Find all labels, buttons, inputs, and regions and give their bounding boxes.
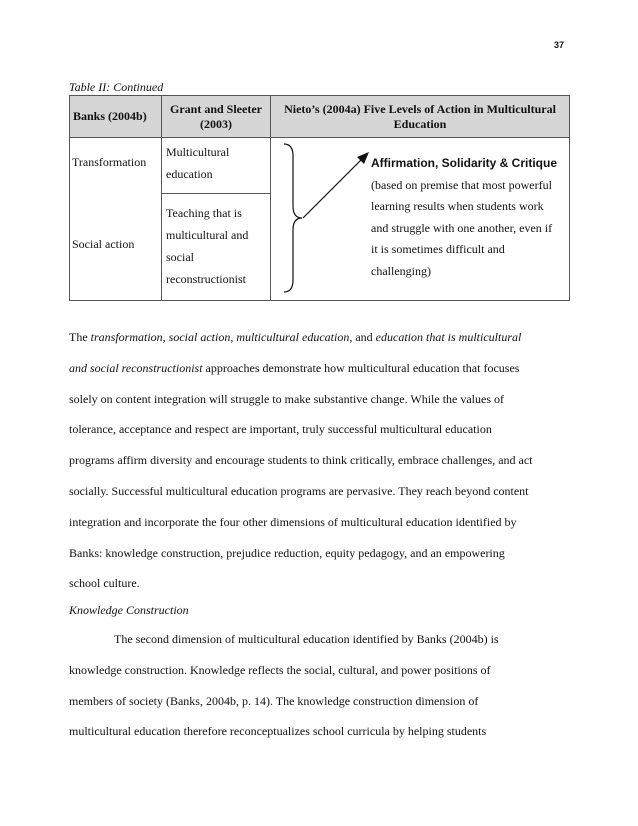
nieto-line: and struggle with one another, even if [371,220,553,235]
nieto-line: learning results when students work [371,199,544,213]
header-nieto-line1: Nieto’s (2004a) Five Levels of Action in Multicultural [284,101,556,116]
cell-line: education [166,167,213,181]
term-multicultural-education: multicultural education [236,330,350,344]
term-transformation: transformation [90,330,163,344]
cell-banks-social-action: Social action [72,237,135,251]
cell-banks-transformation: Transformation [72,155,147,169]
header-nieto [270,95,570,138]
page-number: 37 [553,40,564,50]
term-social-action: social action [168,330,231,344]
table-divider-col2 [270,137,271,301]
text-run: approaches demonstrate how multicultural education that focuses [202,360,520,375]
cell-grant-teaching [166,202,248,290]
header-banks: Banks (2004b) [69,95,162,138]
table-caption: Table II: Continued [69,80,164,94]
table-border-bottom [69,300,570,301]
para-line: tolerance, acceptance and respect are important, truly successful multicultural education [69,422,492,437]
para-line: solely on content integration will struggle to make substantive change. While the values of [69,391,505,406]
table-border-right [569,137,570,301]
table-border-left [69,137,70,301]
header-grant-line2: (2003) [200,116,232,131]
paragraph-approaches [69,322,569,599]
para-line: The second dimension of multicultural education identified by Banks (2004b) is [114,632,499,646]
cell-nieto-affirmation [371,153,566,282]
para-line: knowledge construction. Knowledge reflects the social, cultural, and power positions of [69,662,491,677]
text-run: , [230,330,237,344]
comparison-table [69,95,570,301]
header-grant-sleeter [161,95,271,138]
nieto-line: (based on premise that most powerful [371,177,552,192]
table-divider-col1 [161,137,162,301]
cell-line: multicultural and [166,228,249,242]
text-run: , [162,330,169,344]
section-heading: Knowledge Construction [69,603,189,617]
para-line: multicultural education therefore reconceptualizes school curricula by helping students [69,724,487,739]
header-nieto-line2: Education [393,116,447,131]
para-line: members of society (Banks, 2004b, p. 14). The knowledge construction dimension of [69,693,479,708]
header-grant-line1: Grant and Sleeter [170,101,262,116]
text-run: , and [349,330,376,344]
cell-grant-multicultural-education [166,141,229,185]
para-line [69,353,569,384]
nieto-line: it is sometimes difficult and [371,242,505,256]
cell-line: Multicultural [166,145,230,159]
cell-line: reconstructionist [166,272,246,286]
para-line: school culture. [69,576,140,591]
arrow-icon [301,150,371,220]
cell-line: social [166,250,194,264]
paragraph-knowledge-construction [69,624,569,747]
term-social-reconstructionist: and social reconstructionist [69,360,203,375]
cell-line: Teaching that is [166,206,242,220]
para-line: programs affirm diversity and encourage students to think critically, embrace challenges, and act [69,453,533,468]
term-education-multicultural: education that is multicultural [375,330,522,344]
para-line [69,322,569,353]
para-line: Banks: knowledge construction, prejudice reduction, equity pedagogy, and an empowering [69,545,505,560]
nieto-title: Affirmation, Solidarity & Critique [371,156,558,170]
nieto-line: challenging) [371,263,431,278]
para-line: integration and incorporate the four other dimensions of multicultural education identified by [69,514,517,529]
text-run: The [69,330,91,344]
table-row-divider [161,193,271,194]
para-line: socially. Successful multicultural education programs are pervasive. They reach beyond content [69,483,529,498]
